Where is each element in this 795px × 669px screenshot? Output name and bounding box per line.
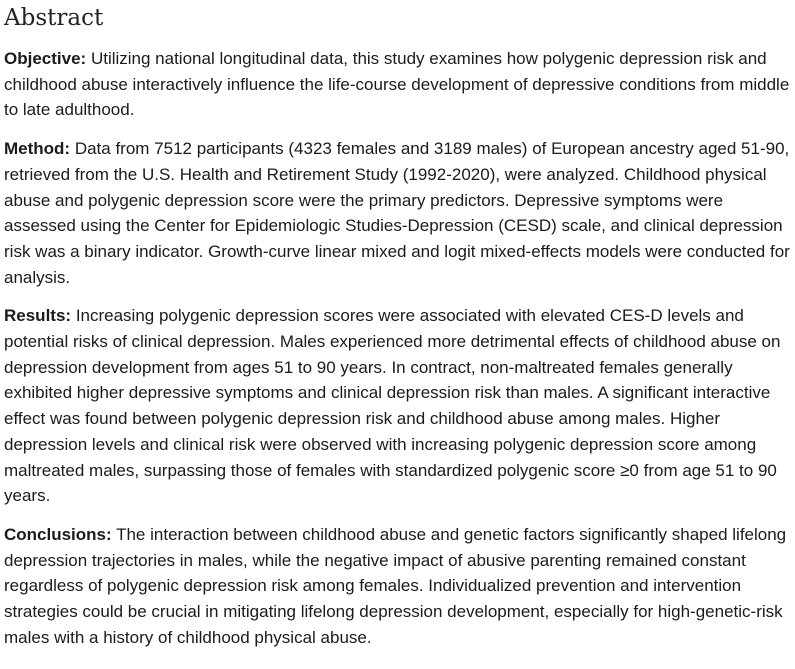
- method-label: Method:: [4, 139, 71, 159]
- objective-text: Utilizing national longitudinal data, this study examines how polygenic depression risk and childhood abuse interactively influence the life-course development of depressive conditions from middle to late adulthood.: [4, 49, 790, 120]
- results-label: Results:: [4, 306, 72, 326]
- conclusions-label: Conclusions:: [4, 524, 112, 544]
- results-text: Increasing polygenic depression scores were associated with elevated CES-D levels and potential risks of clinical depression. Males experienced more detrimental effects of childhood abuse on depression development from ages 51 to 90 years. In contract, non-maltreated females generally exhibited higher depressive symptoms and clinical depression risk than males. A significant interactive effect was found between polygenic depression risk and childhood abuse among males. Higher depression levels and clinical risk were observed with increasing polygenic depression score among maltreated males, surpassing those of females with standardized polygenic score ≥0 from age 51 to 90 years.: [4, 306, 781, 506]
- method-text: Data from 7512 participants (4323 females and 3189 males) of European ancestry aged 51-90, retrieved from the U.S. Health and Retirement Study (1992-2020), were analyzed. Childhood physical abuse and polygenic depression score were the primary predictors. Depressive symptoms were assessed using the Center for Epidemiologic Studies-Depression (CESD) scale, and clinical depression risk was a binary indicator. Growth-curve linear mixed and logit mixed-effects models were conducted for analysis.: [4, 139, 790, 287]
- objective-label: Objective:: [4, 49, 87, 68]
- abstract-heading: Abstract: [4, 5, 104, 31]
- method-paragraph: [4, 136, 794, 290]
- conclusions-text: The interaction between childhood abuse and genetic factors significantly shaped lifelong depression trajectories in males, while the negative impact of abusive parenting remained constant regardless of polygenic depression risk among females. Individualized prevention and intervention strategies could be crucial in mitigating lifelong depression development, especially for high-genetic-risk males with a history of childhood physical abuse.: [4, 524, 787, 647]
- results-paragraph: [4, 303, 794, 509]
- objective-paragraph: [4, 46, 794, 123]
- conclusions-paragraph: [4, 522, 794, 651]
